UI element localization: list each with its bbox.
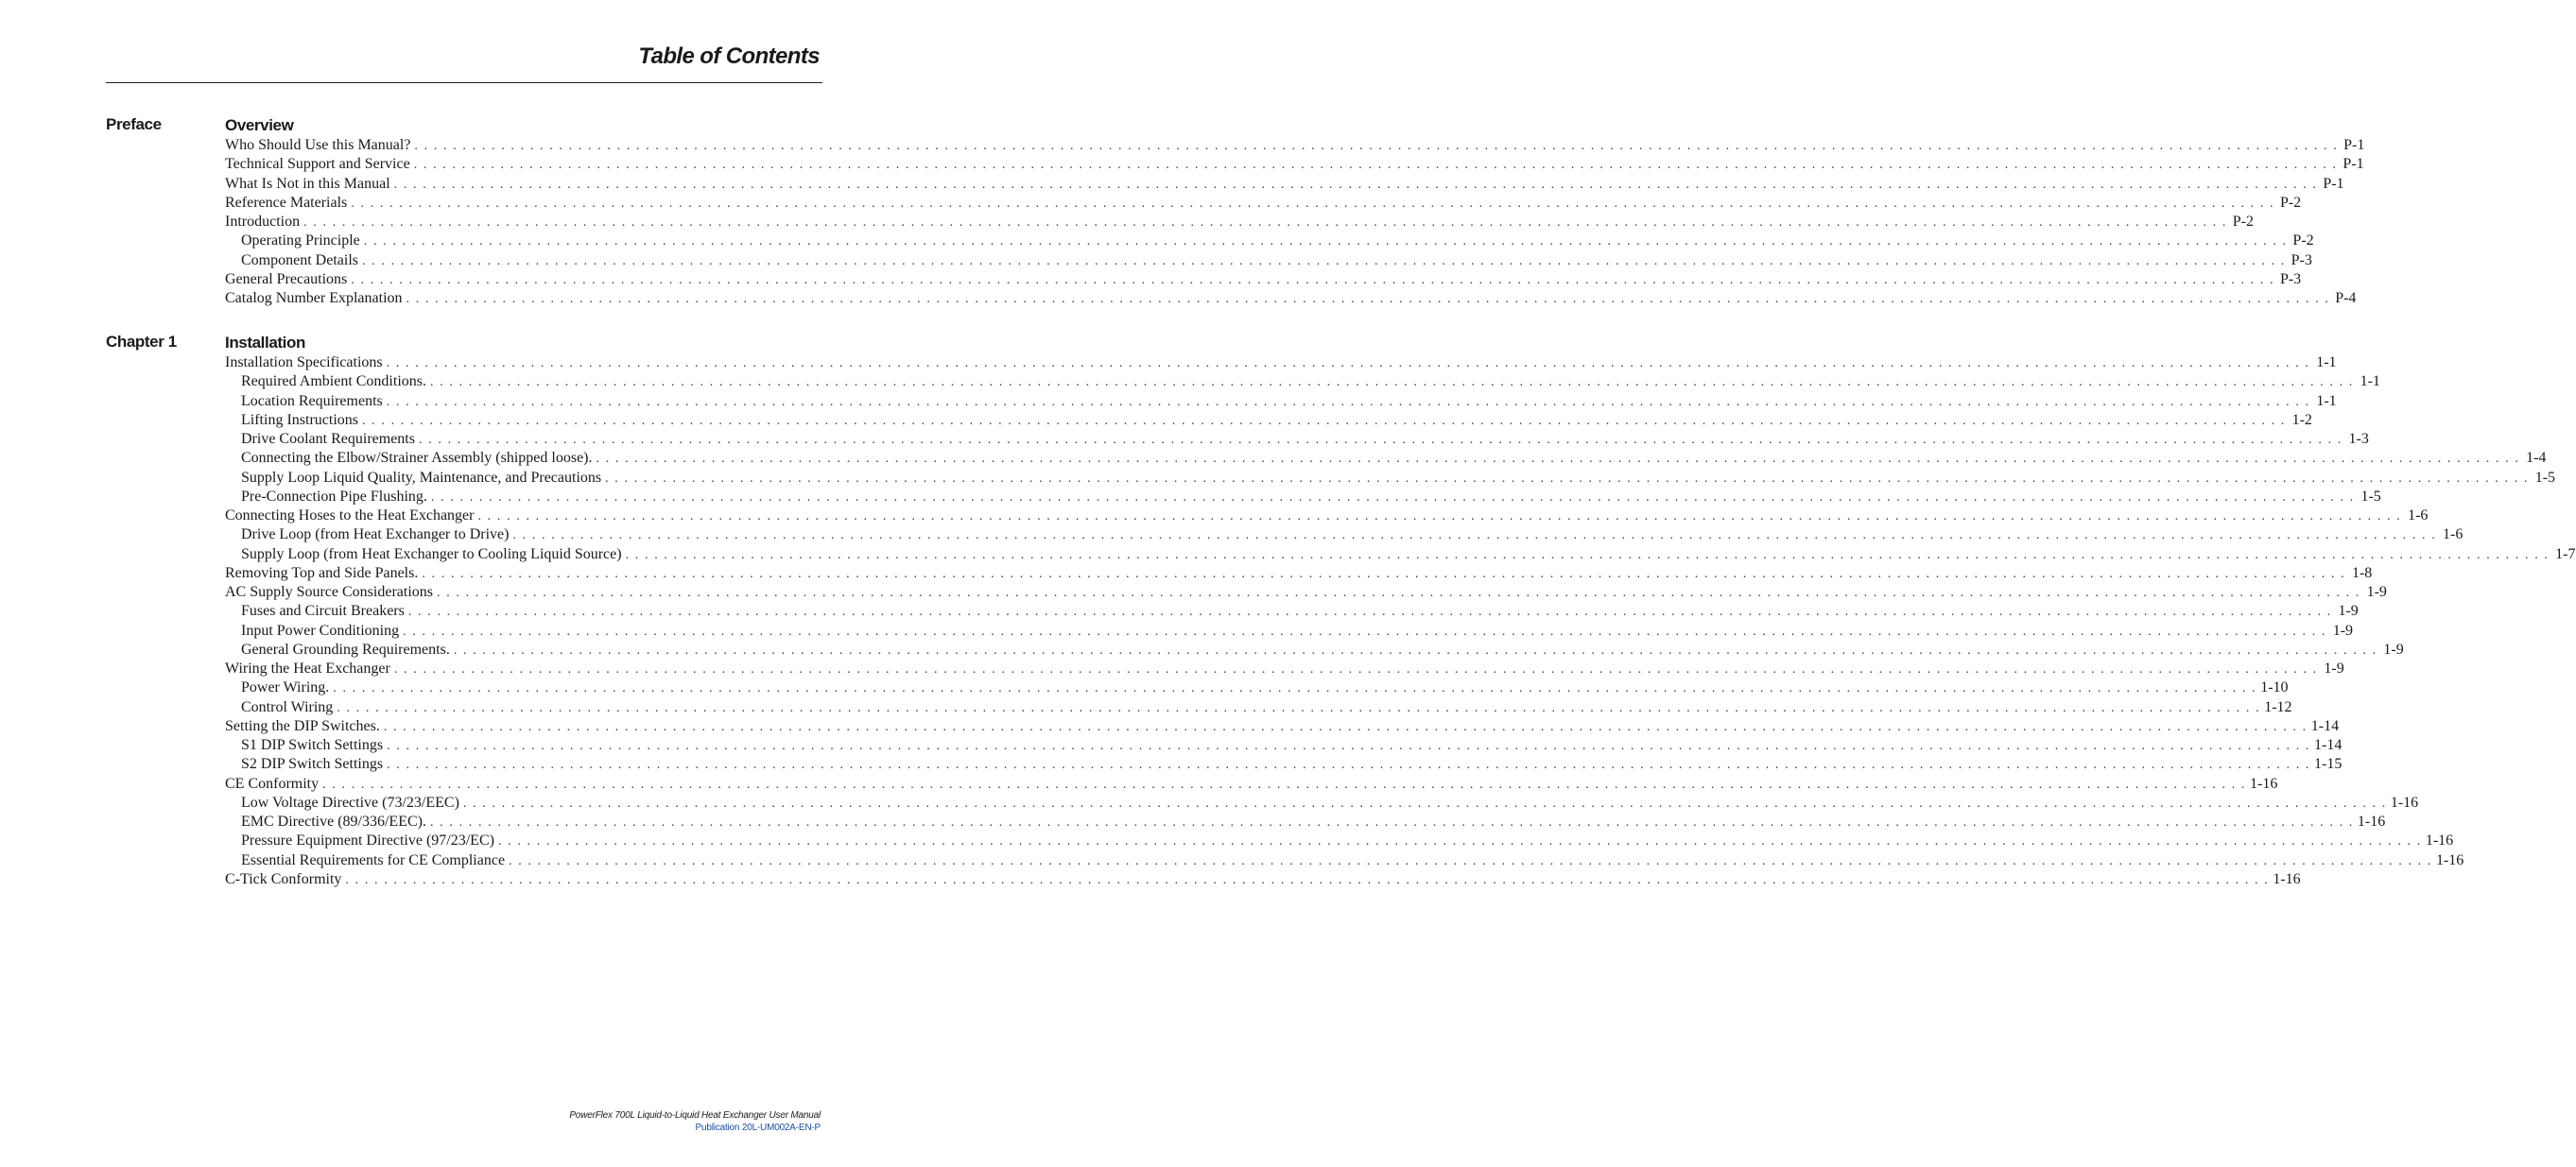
dot-leader: . . . . . . . . . . . . . . . . . . . . . . . . . . . . . . . . . . . . . . . . . . . . . . . . . . . . . . . . . . . . . . . . . . . . . . . . . . . . . . . . . . . . . . . . . . . . . . . . . . . . . . . . . . . . . . . . . . . . . . . . . . . . . . . . . . . . . . . . . . . . . . . . . . . . . . . . . . . . . . . . . . . . . . . . . . . . . . . . . . . . . . . . . . . . . . . . . . . . . . . . bbox=[430, 375, 2354, 390]
dot-leader: . . . . . . . . . . . . . . . . . . . . . . . . . . . . . . . . . . . . . . . . . . . . . . . . . . . . . . . . . . . . . . . . . . . . . . . . . . . . . . . . . . . . . . . . . . . . . . . . . . . . . . . . . . . . . . . . . . . . . . . . . . . . . . . . . . . . . . . . . . . . . . . . . . . . . . . . . . . . . . . . . . . . . . . . . . . . . . . . . . . . . . . . . . . . . . . . . . . . . . . . bbox=[509, 853, 2432, 868]
toc-entry-page: P-2 bbox=[2292, 232, 2314, 249]
toc-entry-title: Removing Top and Side Panels. bbox=[225, 564, 419, 581]
dot-leader: . . . . . . . . . . . . . . . . . . . . . . . . . . . . . . . . . . . . . . . . . . . . . . . . . . . . . . . . . . . . . . . . . . . . . . . . . . . . . . . . . . . . . . . . . . . . . . . . . . . . . . . . . . . . . . . . . . . . . . . . . . . . . . . . . . . . . . . . . . . . . . . . . . . . . . . . . . . . . . . . . . . . . . . . . . . . . . . . . . . . . . . . . . . . . . . . . . . . . . . . bbox=[386, 356, 2310, 370]
toc-entry-title: Drive Coolant Requirements bbox=[241, 431, 415, 447]
toc-entry-title: Catalog Number Explanation bbox=[225, 290, 403, 306]
toc-entry-page: 1-4 bbox=[2526, 450, 2547, 467]
dot-leader: . . . . . . . . . . . . . . . . . . . . . . . . . . . . . . . . . . . . . . . . . . . . . . . . . . . . . . . . . . . . . . . . . . . . . . . . . . . . . . . . . . . . . . . . . . . . . . . . . . . . . . . . . . . . . . . . . . . . . . . . . . . . . . . . . . . . . . . . . . . . . . . . . . . . . . . . . . . . . . . . . . . . . . . . . . . . . . . . . . . . . . . . . . . . . . . . . . . . . . . . bbox=[437, 586, 2360, 600]
toc-entry-title: Operating Principle bbox=[241, 232, 360, 249]
toc-entry-title: Fuses and Circuit Breakers bbox=[241, 603, 405, 620]
toc-entry[interactable] bbox=[225, 411, 2312, 430]
toc-entry-page: P-2 bbox=[2279, 194, 2302, 211]
dot-leader: . . . . . . . . . . . . . . . . . . . . . . . . . . . . . . . . . . . . . . . . . . . . . . . . . . . . . . . . . . . . . . . . . . . . . . . . . . . . . . . . . . . . . . . . . . . . . . . . . . . . . . . . . . . . . . . . . . . . . . . . . . . . . . . . . . . . . . . . . . . . . . . . . . . . . . . . . . . . . . . . . . . . . . . . . . . . . . . . . . . . . . . . . . . . . . . . . . . . . . . . bbox=[596, 452, 2520, 467]
toc-entry-page: 1-15 bbox=[2314, 756, 2343, 773]
toc-entry-page: 1-14 bbox=[2314, 737, 2343, 753]
dot-leader: . . . . . . . . . . . . . . . . . . . . . . . . . . . . . . . . . . . . . . . . . . . . . . . . . . . . . . . . . . . . . . . . . . . . . . . . . . . . . . . . . . . . . . . . . . . . . . . . . . . . . . . . . . . . . . . . . . . . . . . . . . . . . . . . . . . . . . . . . . . . . . . . . . . . . . . . . . . . . . . . . . . . . . . . . . . . . . . . . . . . . . . . . . . . . . . . . . . . . . . . bbox=[418, 433, 2343, 447]
footer-manual-title: PowerFlex 700L Liquid-to-Liquid Heat Exchanger User Manual bbox=[569, 1110, 821, 1121]
toc-entry-title: Location Requirements bbox=[241, 392, 383, 409]
toc-entry-page: 1-16 bbox=[2390, 794, 2419, 811]
dot-leader: . . . . . . . . . . . . . . . . . . . . . . . . . . . . . . . . . . . . . . . . . . . . . . . . . . . . . . . . . . . . . . . . . . . . . . . . . . . . . . . . . . . . . . . . . . . . . . . . . . . . . . . . . . . . . . . . . . . . . . . . . . . . . . . . . . . . . . . . . . . . . . . . . . . . . . . . . . . . . . . . . . . . . . . . . . . . . . . . . . . . . . . . . . . . . . . . . . . . . . . . bbox=[477, 509, 2402, 523]
toc-entry[interactable] bbox=[225, 564, 2373, 583]
toc-entry-page: 1-5 bbox=[2360, 488, 2381, 505]
toc-entry-page: 1-9 bbox=[2332, 622, 2354, 639]
toc-entry-title: Installation Specifications bbox=[225, 354, 383, 370]
dot-leader: . . . . . . . . . . . . . . . . . . . . . . . . . . . . . . . . . . . . . . . . . . . . . . . . . . . . . . . . . . . . . . . . . . . . . . . . . . . . . . . . . . . . . . . . . . . . . . . . . . . . . . . . . . . . . . . . . . . . . . . . . . . . . . . . . . . . . . . . . . . . . . . . . . . . . . . . . . . . . . . . . . . . . . . . . . . . . . . . . . . . . . . . . . . . . . . . . . . . . . . . bbox=[512, 528, 2437, 543]
toc-entry[interactable] bbox=[225, 775, 2278, 794]
dot-leader: . . . . . . . . . . . . . . . . . . . . . . . . . . . . . . . . . . . . . . . . . . . . . . . . . . . . . . . . . . . . . . . . . . . . . . . . . . . . . . . . . . . . . . . . . . . . . . . . . . . . . . . . . . . . . . . . . . . . . . . . . . . . . . . . . . . . . . . . . . . . . . . . . . . . . . . . . . . . . . . . . . . . . . . . . . . . . . . . . . . . . . . . . . . . . . . . . . . . . . . . bbox=[453, 643, 2377, 658]
toc-entry-title: Who Should Use this Manual? bbox=[225, 137, 411, 153]
toc-entry[interactable] bbox=[225, 155, 2364, 174]
toc-entry-title: Control Wiring bbox=[241, 698, 334, 715]
dot-leader: . . . . . . . . . . . . . . . . . . . . . . . . . . . . . . . . . . . . . . . . . . . . . . . . . . . . . . . . . . . . . . . . . . . . . . . . . . . . . . . . . . . . . . . . . . . . . . . . . . . . . . . . . . . . . . . . . . . . . . . . . . . . . . . . . . . . . . . . . . . . . . . . . . . . . . . . . . . . . . . . . . . . . . . . . . . . . . . . . . . . . . . . . . . . . . . . . . . . . . . . bbox=[383, 719, 2308, 734]
toc-entry-title: Essential Requirements for CE Compliance bbox=[241, 851, 506, 868]
toc-entry[interactable] bbox=[225, 232, 2314, 250]
dot-leader: . . . . . . . . . . . . . . . . . . . . . . . . . . . . . . . . . . . . . . . . . . . . . . . . . . . . . . . . . . . . . . . . . . . . . . . . . . . . . . . . . . . . . . . . . . . . . . . . . . . . . . . . . . . . . . . . . . . . . . . . . . . . . . . . . . . . . . . . . . . . . . . . . . . . . . . . . . . . . . . . . . . . . . . . . . . . . . . . . . . . . . . . . . . . . . . . . . . . . . . . bbox=[406, 292, 2330, 306]
toc-entry[interactable] bbox=[225, 430, 2369, 449]
toc-entry[interactable] bbox=[225, 545, 2576, 564]
page-title: Table of Contents bbox=[638, 43, 820, 69]
dot-leader: . . . . . . . . . . . . . . . . . . . . . . . . . . . . . . . . . . . . . . . . . . . . . . . . . . . . . . . . . . . . . . . . . . . . . . . . . . . . . . . . . . . . . . . . . . . . . . . . . . . . . . . . . . . . . . . . . . . . . . . . . . . . . . . . . . . . . . . . . . . . . . . . . . . . . . . . . . . . . . . . . . . . . . . . . . . . . . . . . . . . . . . . . . . . . . . . . . . . . . . . bbox=[322, 777, 2247, 792]
toc-entry[interactable] bbox=[225, 583, 2387, 602]
toc-entry[interactable] bbox=[225, 270, 2302, 289]
toc-entry-page: 1-6 bbox=[2443, 526, 2464, 543]
toc-entry-page: 1-9 bbox=[2366, 584, 2387, 600]
toc-entry-page: 1-9 bbox=[2383, 641, 2404, 658]
toc-entry[interactable] bbox=[225, 602, 2359, 621]
toc-entry-page: 1-12 bbox=[2264, 698, 2292, 715]
dot-leader: . . . . . . . . . . . . . . . . . . . . . . . . . . . . . . . . . . . . . . . . . . . . . . . . . . . . . . . . . . . . . . . . . . . . . . . . . . . . . . . . . . . . . . . . . . . . . . . . . . . . . . . . . . . . . . . . . . . . . . . . . . . . . . . . . . . . . . . . . . . . . . . . . . . . . . . . . . . . . . . . . . . . . . . . . . . . . . . . . . . . . . . . . . . . . . . . . . . . . . . . bbox=[393, 177, 2318, 192]
toc-entry-title: Component Details bbox=[241, 251, 358, 268]
toc-entry-list bbox=[225, 136, 2365, 308]
toc-entry-page: 1-16 bbox=[2357, 814, 2386, 830]
toc-entry-page: 1-10 bbox=[2260, 679, 2289, 696]
toc-entry-title: Input Power Conditioning bbox=[241, 622, 400, 639]
toc-entry-page: 1-9 bbox=[2324, 661, 2344, 677]
toc-entry[interactable] bbox=[225, 678, 2289, 697]
toc-entry-title: What Is Not in this Manual bbox=[225, 175, 390, 192]
toc-entry-page: P-1 bbox=[2343, 137, 2365, 153]
section-label: Chapter 1 bbox=[106, 333, 177, 351]
dot-leader: . . . . . . . . . . . . . . . . . . . . . . . . . . . . . . . . . . . . . . . . . . . . . . . . . . . . . . . . . . . . . . . . . . . . . . . . . . . . . . . . . . . . . . . . . . . . . . . . . . . . . . . . . . . . . . . . . . . . . . . . . . . . . . . . . . . . . . . . . . . . . . . . . . . . . . . . . . . . . . . . . . . . . . . . . . . . . . . . . . . . . . . . . . . . . . . . . . . . . . . . bbox=[430, 489, 2355, 505]
toc-entry-title: General Grounding Requirements. bbox=[241, 641, 450, 658]
dot-leader: . . . . . . . . . . . . . . . . . . . . . . . . . . . . . . . . . . . . . . . . . . . . . . . . . . . . . . . . . . . . . . . . . . . . . . . . . . . . . . . . . . . . . . . . . . . . . . . . . . . . . . . . . . . . . . . . . . . . . . . . . . . . . . . . . . . . . . . . . . . . . . . . . . . . . . . . . . . . . . . . . . . . . . . . . . . . . . . . . . . . . . . . . . . . . . . . . . . . . . . . bbox=[387, 758, 2310, 773]
section-title: Installation bbox=[225, 334, 305, 352]
section-title: Overview bbox=[225, 116, 294, 134]
dot-leader: . . . . . . . . . . . . . . . . . . . . . . . . . . . . . . . . . . . . . . . . . . . . . . . . . . . . . . . . . . . . . . . . . . . . . . . . . . . . . . . . . . . . . . . . . . . . . . . . . . . . . . . . . . . . . . . . . . . . . . . . . . . . . . . . . . . . . . . . . . . . . . . . . . . . . . . . . . . . . . . . . . . . . . . . . . . . . . . . . . . . . . . . . . . . . . . . . . . . . . . . bbox=[414, 139, 2339, 153]
toc-entry-page: P-3 bbox=[2291, 251, 2312, 268]
dot-leader: . . . . . . . . . . . . . . . . . . . . . . . . . . . . . . . . . . . . . . . . . . . . . . . . . . . . . . . . . . . . . . . . . . . . . . . . . . . . . . . . . . . . . . . . . . . . . . . . . . . . . . . . . . . . . . . . . . . . . . . . . . . . . . . . . . . . . . . . . . . . . . . . . . . . . . . . . . . . . . . . . . . . . . . . . . . . . . . . . . . . . . . . . . . . . . . . . . . . . . . . bbox=[386, 394, 2310, 409]
toc-entry[interactable] bbox=[225, 622, 2354, 641]
toc-entry-page: 1-1 bbox=[2360, 373, 2380, 390]
toc-entry-title: Technical Support and Service bbox=[225, 156, 410, 173]
section-body bbox=[225, 333, 2576, 889]
footer-publication-link[interactable]: Publication 20L-UM002A-EN-P bbox=[695, 1123, 821, 1133]
toc-entry[interactable] bbox=[225, 832, 2454, 850]
toc-entry-title: Power Wiring. bbox=[241, 679, 330, 696]
toc-entry[interactable] bbox=[225, 136, 2365, 155]
toc-entry[interactable] bbox=[225, 755, 2343, 774]
toc-entry-list bbox=[225, 353, 2576, 889]
toc-entry[interactable] bbox=[225, 251, 2312, 270]
toc-entry-title: C-Tick Conformity bbox=[225, 870, 342, 887]
toc-entry-page: 1-1 bbox=[2316, 392, 2337, 409]
toc-entry-page: 1-16 bbox=[2250, 775, 2278, 792]
toc-entry-title: Required Ambient Conditions. bbox=[241, 373, 426, 390]
dot-leader: . . . . . . . . . . . . . . . . . . . . . . . . . . . . . . . . . . . . . . . . . . . . . . . . . . . . . . . . . . . . . . . . . . . . . . . . . . . . . . . . . . . . . . . . . . . . . . . . . . . . . . . . . . . . . . . . . . . . . . . . . . . . . . . . . . . . . . . . . . . . . . . . . . . . . . . . . . . . . . . . . . . . . . . . . . . . . . . . . . . . . . . . . . . . . . . . . . . . . . . . bbox=[337, 700, 2261, 715]
dot-leader: . . . . . . . . . . . . . . . . . . . . . . . . . . . . . . . . . . . . . . . . . . . . . . . . . . . . . . . . . . . . . . . . . . . . . . . . . . . . . . . . . . . . . . . . . . . . . . . . . . . . . . . . . . . . . . . . . . . . . . . . . . . . . . . . . . . . . . . . . . . . . . . . . . . . . . . . . . . . . . . . . . . . . . . . . . . . . . . . . . . . . . . . . . . . . . . . . . . . . . . . bbox=[361, 413, 2286, 428]
toc-entry-page: 1-16 bbox=[2273, 870, 2301, 887]
toc-entry[interactable] bbox=[225, 353, 2337, 372]
toc-entry-page: P-4 bbox=[2335, 290, 2357, 306]
dot-leader: . . . . . . . . . . . . . . . . . . . . . . . . . . . . . . . . . . . . . . . . . . . . . . . . . . . . . . . . . . . . . . . . . . . . . . . . . . . . . . . . . . . . . . . . . . . . . . . . . . . . . . . . . . . . . . . . . . . . . . . . . . . . . . . . . . . . . . . . . . . . . . . . . . . . . . . . . . . . . . . . . . . . . . . . . . . . . . . . . . . . . . . . . . . . . . . . . . . . . . . . bbox=[393, 662, 2318, 677]
toc-entry[interactable] bbox=[225, 641, 2404, 660]
toc-entry[interactable] bbox=[225, 660, 2344, 678]
toc-entry-page: P-3 bbox=[2279, 270, 2302, 287]
toc-entry[interactable] bbox=[225, 469, 2556, 488]
dot-leader: . . . . . . . . . . . . . . . . . . . . . . . . . . . . . . . . . . . . . . . . . . . . . . . . . . . . . . . . . . . . . . . . . . . . . . . . . . . . . . . . . . . . . . . . . . . . . . . . . . . . . . . . . . . . . . . . . . . . . . . . . . . . . . . . . . . . . . . . . . . . . . . . . . . . . . . . . . . . . . . . . . . . . . . . . . . . . . . . . . . . . . . . . . . . . . . . . . . . . . . . bbox=[422, 566, 2346, 581]
dot-leader: . . . . . . . . . . . . . . . . . . . . . . . . . . . . . . . . . . . . . . . . . . . . . . . . . . . . . . . . . . . . . . . . . . . . . . . . . . . . . . . . . . . . . . . . . . . . . . . . . . . . . . . . . . . . . . . . . . . . . . . . . . . . . . . . . . . . . . . . . . . . . . . . . . . . . . . . . . . . . . . . . . . . . . . . . . . . . . . . . . . . . . . . . . . . . . . . . . . . . . . . bbox=[403, 624, 2327, 639]
toc-entry-page: 1-5 bbox=[2534, 469, 2556, 486]
dot-leader: . . . . . . . . . . . . . . . . . . . . . . . . . . . . . . . . . . . . . . . . . . . . . . . . . . . . . . . . . . . . . . . . . . . . . . . . . . . . . . . . . . . . . . . . . . . . . . . . . . . . . . . . . . . . . . . . . . . . . . . . . . . . . . . . . . . . . . . . . . . . . . . . . . . . . . . . . . . . . . . . . . . . . . . . . . . . . . . . . . . . . . . . . . . . . . . . . . . . . . . . bbox=[429, 815, 2354, 830]
toc-entry-title: CE Conformity bbox=[225, 775, 320, 792]
dot-leader: . . . . . . . . . . . . . . . . . . . . . . . . . . . . . . . . . . . . . . . . . . . . . . . . . . . . . . . . . . . . . . . . . . . . . . . . . . . . . . . . . . . . . . . . . . . . . . . . . . . . . . . . . . . . . . . . . . . . . . . . . . . . . . . . . . . . . . . . . . . . . . . . . . . . . . . . . . . . . . . . . . . . . . . . . . . . . . . . . . . . . . . . . . . . . . . . . . . . . . . . bbox=[462, 796, 2387, 811]
section-body bbox=[225, 115, 2365, 308]
toc-entry[interactable] bbox=[225, 194, 2302, 213]
toc-entry[interactable] bbox=[225, 289, 2357, 308]
toc-entry-title: Setting the DIP Switches. bbox=[225, 717, 380, 734]
toc-entry-page: 1-7 bbox=[2555, 545, 2576, 562]
toc-entry[interactable] bbox=[225, 736, 2343, 755]
toc-entry[interactable] bbox=[225, 449, 2547, 468]
toc-entry[interactable] bbox=[225, 870, 2301, 889]
toc-entry-title: Wiring the Heat Exchanger bbox=[225, 661, 390, 677]
toc-entry-title: EMC Directive (89/336/EEC). bbox=[241, 814, 426, 830]
dot-leader: . . . . . . . . . . . . . . . . . . . . . . . . . . . . . . . . . . . . . . . . . . . . . . . . . . . . . . . . . . . . . . . . . . . . . . . . . . . . . . . . . . . . . . . . . . . . . . . . . . . . . . . . . . . . . . . . . . . . . . . . . . . . . . . . . . . . . . . . . . . . . . . . . . . . . . . . . . . . . . . . . . . . . . . . . . . . . . . . . . . . . . . . . . . . . . . . . . . . . . . . bbox=[351, 196, 2275, 211]
toc-entry-title: S1 DIP Switch Settings bbox=[241, 737, 384, 753]
dot-leader: . . . . . . . . . . . . . . . . . . . . . . . . . . . . . . . . . . . . . . . . . . . . . . . . . . . . . . . . . . . . . . . . . . . . . . . . . . . . . . . . . . . . . . . . . . . . . . . . . . . . . . . . . . . . . . . . . . . . . . . . . . . . . . . . . . . . . . . . . . . . . . . . . . . . . . . . . . . . . . . . . . . . . . . . . . . . . . . . . . . . . . . . . . . . . . . . . . . . . . . . bbox=[497, 834, 2422, 850]
toc-entry[interactable] bbox=[225, 698, 2292, 717]
toc-entry-title: S2 DIP Switch Settings bbox=[241, 756, 384, 773]
dot-leader: . . . . . . . . . . . . . . . . . . . . . . . . . . . . . . . . . . . . . . . . . . . . . . . . . . . . . . . . . . . . . . . . . . . . . . . . . . . . . . . . . . . . . . . . . . . . . . . . . . . . . . . . . . . . . . . . . . . . . . . . . . . . . . . . . . . . . . . . . . . . . . . . . . . . . . . . . . . . . . . . . . . . . . . . . . . . . . . . . . . . . . . . . . . . . . . . . . . . . . . . bbox=[413, 158, 2338, 173]
toc-entry-title: Pressure Equipment Directive (97/23/EC) bbox=[241, 832, 494, 850]
toc-entry[interactable] bbox=[225, 794, 2419, 813]
toc-entry[interactable] bbox=[225, 392, 2337, 411]
toc-entry[interactable] bbox=[225, 372, 2380, 391]
toc-entry-title: Pre-Connection Pipe Flushing. bbox=[241, 488, 427, 505]
dot-leader: . . . . . . . . . . . . . . . . . . . . . . . . . . . . . . . . . . . . . . . . . . . . . . . . . . . . . . . . . . . . . . . . . . . . . . . . . . . . . . . . . . . . . . . . . . . . . . . . . . . . . . . . . . . . . . . . . . . . . . . . . . . . . . . . . . . . . . . . . . . . . . . . . . . . . . . . . . . . . . . . . . . . . . . . . . . . . . . . . . . . . . . . . . . . . . . . . . . . . . . . bbox=[351, 272, 2275, 287]
dot-leader: . . . . . . . . . . . . . . . . . . . . . . . . . . . . . . . . . . . . . . . . . . . . . . . . . . . . . . . . . . . . . . . . . . . . . . . . . . . . . . . . . . . . . . . . . . . . . . . . . . . . . . . . . . . . . . . . . . . . . . . . . . . . . . . . . . . . . . . . . . . . . . . . . . . . . . . . . . . . . . . . . . . . . . . . . . . . . . . . . . . . . . . . . . . . . . . . . . . . . . . . bbox=[625, 547, 2550, 562]
toc-entry-title: Supply Loop Liquid Quality, Maintenance, and Precautions bbox=[241, 469, 602, 486]
toc-entry-page: 1-16 bbox=[2425, 832, 2454, 850]
toc-entry[interactable] bbox=[225, 813, 2386, 832]
toc-entry-title: Drive Loop (from Heat Exchanger to Drive) bbox=[241, 526, 510, 543]
toc-entry-title: Supply Loop (from Heat Exchanger to Cooling Liquid Source) bbox=[241, 545, 622, 562]
toc-entry-title: Connecting the Elbow/Strainer Assembly (shipped loose). bbox=[241, 450, 593, 467]
dot-leader: . . . . . . . . . . . . . . . . . . . . . . . . . . . . . . . . . . . . . . . . . . . . . . . . . . . . . . . . . . . . . . . . . . . . . . . . . . . . . . . . . . . . . . . . . . . . . . . . . . . . . . . . . . . . . . . . . . . . . . . . . . . . . . . . . . . . . . . . . . . . . . . . . . . . . . . . . . . . . . . . . . . . . . . . . . . . . . . . . . . . . . . . . . . . . . . . . . . . . . . . bbox=[333, 681, 2257, 696]
toc-entry-title: General Precautions bbox=[225, 270, 348, 287]
toc-entry[interactable] bbox=[225, 525, 2464, 544]
header-rule bbox=[106, 82, 822, 83]
dot-leader: . . . . . . . . . . . . . . . . . . . . . . . . . . . . . . . . . . . . . . . . . . . . . . . . . . . . . . . . . . . . . . . . . . . . . . . . . . . . . . . . . . . . . . . . . . . . . . . . . . . . . . . . . . . . . . . . . . . . . . . . . . . . . . . . . . . . . . . . . . . . . . . . . . . . . . . . . . . . . . . . . . . . . . . . . . . . . . . . . . . . . . . . . . . . . . . . . . . . . . . . bbox=[345, 872, 2270, 887]
toc-entry-title: Reference Materials bbox=[225, 194, 348, 211]
toc-entry-title: Introduction bbox=[225, 214, 301, 230]
toc-entry-page: 1-2 bbox=[2291, 411, 2312, 428]
toc-entry-title: Connecting Hoses to the Heat Exchanger bbox=[225, 507, 475, 523]
toc-entry-page: 1-3 bbox=[2348, 431, 2369, 447]
toc-entry-page: 1-6 bbox=[2408, 507, 2429, 523]
section-label: Preface bbox=[106, 115, 162, 133]
dot-leader: . . . . . . . . . . . . . . . . . . . . . . . . . . . . . . . . . . . . . . . . . . . . . . . . . . . . . . . . . . . . . . . . . . . . . . . . . . . . . . . . . . . . . . . . . . . . . . . . . . . . . . . . . . . . . . . . . . . . . . . . . . . . . . . . . . . . . . . . . . . . . . . . . . . . . . . . . . . . . . . . . . . . . . . . . . . . . . . . . . . . . . . . . . . . . . . . . . . . . . . . bbox=[387, 739, 2310, 753]
toc-entry[interactable] bbox=[225, 506, 2429, 525]
toc-entry[interactable] bbox=[225, 717, 2340, 736]
toc-entry-title: Low Voltage Directive (73/23/EEC) bbox=[241, 794, 459, 811]
toc-entry-page: 1-1 bbox=[2316, 354, 2337, 370]
toc-entry-title: AC Supply Source Considerations bbox=[225, 584, 433, 600]
toc-entry-title: Lifting Instructions bbox=[241, 411, 358, 428]
dot-leader: . . . . . . . . . . . . . . . . . . . . . . . . . . . . . . . . . . . . . . . . . . . . . . . . . . . . . . . . . . . . . . . . . . . . . . . . . . . . . . . . . . . . . . . . . . . . . . . . . . . . . . . . . . . . . . . . . . . . . . . . . . . . . . . . . . . . . . . . . . . . . . . . . . . . . . . . . . . . . . . . . . . . . . . . . . . . . . . . . . . . . . . . . . . . . . . . . . . . . . . . bbox=[361, 253, 2286, 268]
toc-entry[interactable] bbox=[225, 213, 2254, 232]
dot-leader: . . . . . . . . . . . . . . . . . . . . . . . . . . . . . . . . . . . . . . . . . . . . . . . . . . . . . . . . . . . . . . . . . . . . . . . . . . . . . . . . . . . . . . . . . . . . . . . . . . . . . . . . . . . . . . . . . . . . . . . . . . . . . . . . . . . . . . . . . . . . . . . . . . . . . . . . . . . . . . . . . . . . . . . . . . . . . . . . . . . . . . . . . . . . . . . . . . . . . . . . bbox=[363, 234, 2288, 249]
toc-entry[interactable] bbox=[225, 851, 2464, 870]
dot-leader: . . . . . . . . . . . . . . . . . . . . . . . . . . . . . . . . . . . . . . . . . . . . . . . . . . . . . . . . . . . . . . . . . . . . . . . . . . . . . . . . . . . . . . . . . . . . . . . . . . . . . . . . . . . . . . . . . . . . . . . . . . . . . . . . . . . . . . . . . . . . . . . . . . . . . . . . . . . . . . . . . . . . . . . . . . . . . . . . . . . . . . . . . . . . . . . . . . . . . . . . bbox=[407, 605, 2332, 620]
toc-entry[interactable] bbox=[225, 488, 2381, 506]
dot-leader: . . . . . . . . . . . . . . . . . . . . . . . . . . . . . . . . . . . . . . . . . . . . . . . . . . . . . . . . . . . . . . . . . . . . . . . . . . . . . . . . . . . . . . . . . . . . . . . . . . . . . . . . . . . . . . . . . . . . . . . . . . . . . . . . . . . . . . . . . . . . . . . . . . . . . . . . . . . . . . . . . . . . . . . . . . . . . . . . . . . . . . . . . . . . . . . . . . . . . . . . bbox=[605, 471, 2530, 486]
toc-entry-page: 1-14 bbox=[2310, 717, 2340, 734]
toc-entry-page: 1-16 bbox=[2435, 851, 2464, 868]
toc-entry-page: 1-8 bbox=[2351, 564, 2373, 581]
toc-entry[interactable] bbox=[225, 175, 2344, 194]
dot-leader: . . . . . . . . . . . . . . . . . . . . . . . . . . . . . . . . . . . . . . . . . . . . . . . . . . . . . . . . . . . . . . . . . . . . . . . . . . . . . . . . . . . . . . . . . . . . . . . . . . . . . . . . . . . . . . . . . . . . . . . . . . . . . . . . . . . . . . . . . . . . . . . . . . . . . . . . . . . . . . . . . . . . . . . . . . . . . . . . . . . . . . . . . . . . . . . . . . . . . . . . bbox=[303, 215, 2227, 230]
toc-entry-page: 1-9 bbox=[2338, 603, 2359, 620]
toc-entry-page: P-1 bbox=[2343, 156, 2364, 173]
toc-entry-page: P-1 bbox=[2323, 175, 2344, 192]
toc-entry-page: P-2 bbox=[2232, 214, 2254, 230]
